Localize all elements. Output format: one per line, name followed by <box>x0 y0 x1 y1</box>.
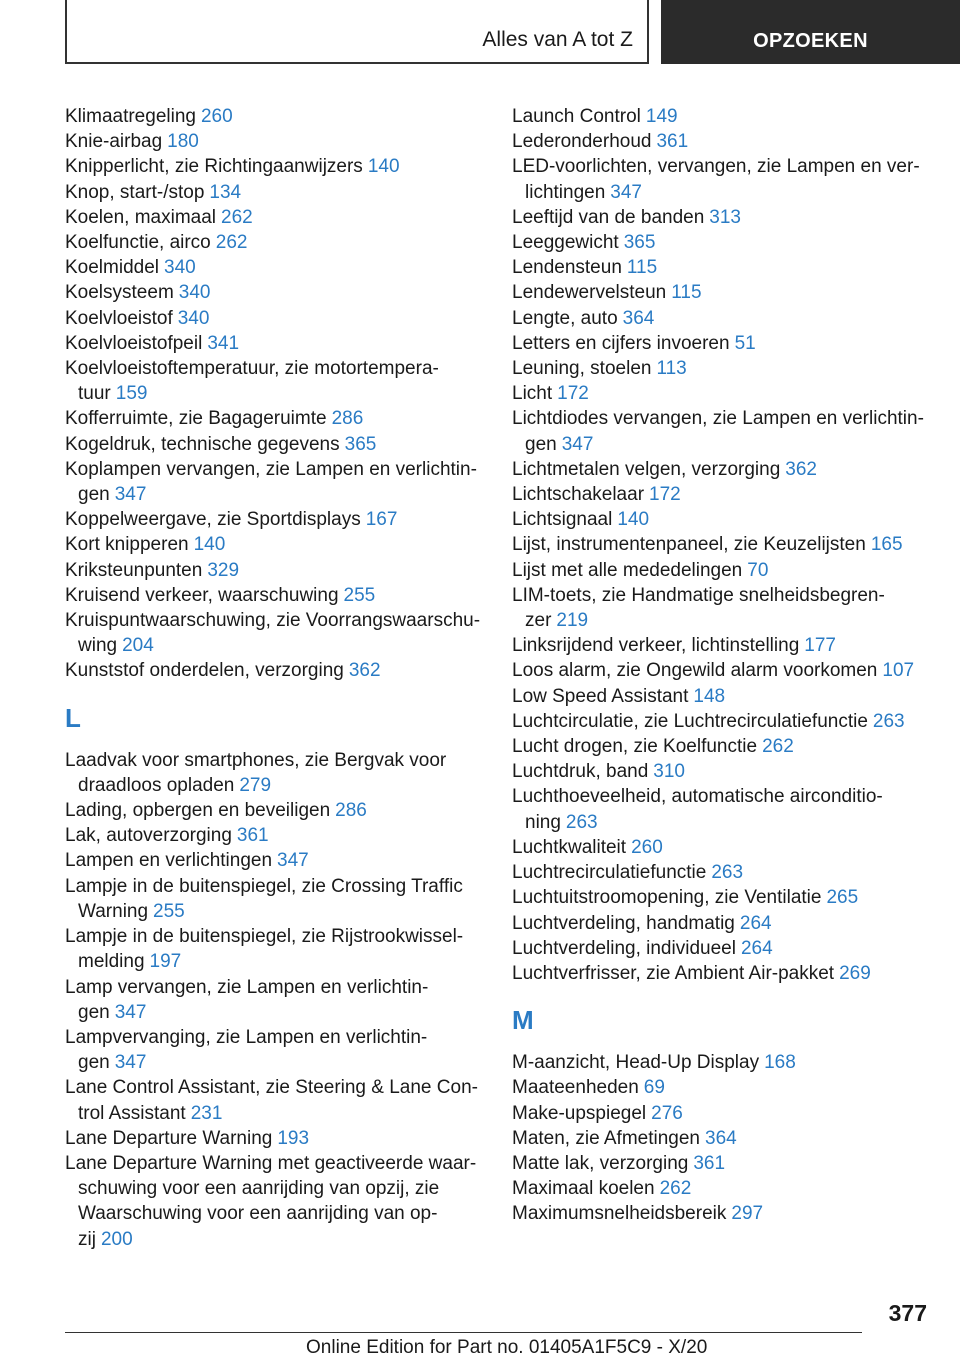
index-entry <box>512 356 932 381</box>
index-entry <box>512 1151 932 1176</box>
page-reference-link[interactable]: 276 <box>651 1102 683 1124</box>
index-entry-text: Koelvloeistoftemperatuur, zie motortempera‐ tuur <box>65 358 439 405</box>
index-entry <box>512 306 932 331</box>
page-reference-link[interactable]: 347 <box>114 1052 147 1074</box>
index-entry-text: Lijst, instrumentenpaneel, zie Keuzelijsten <box>512 534 866 556</box>
index-entry <box>65 532 485 557</box>
page-reference-link[interactable]: 340 <box>164 257 196 279</box>
index-entry-text: Lane Control Assistant, zie Steering & Lane Con‐ trol Assistant <box>65 1077 478 1124</box>
page-reference-link[interactable]: 200 <box>100 1228 133 1250</box>
page-reference-link[interactable]: 361 <box>236 825 269 847</box>
page-number: 377 <box>888 1300 927 1326</box>
index-entry-text: Kogeldruk, technische gegevens <box>65 433 340 455</box>
page-reference-link[interactable]: 193 <box>277 1127 310 1149</box>
index-entry <box>512 734 932 759</box>
footer-divider <box>65 1332 862 1333</box>
index-entry <box>65 975 485 1025</box>
page-reference-link[interactable]: 286 <box>335 800 367 822</box>
page-reference-link[interactable]: 265 <box>826 887 859 909</box>
page-reference-link[interactable]: 310 <box>653 761 685 783</box>
index-entry-text: Lane Departure Warning <box>65 1127 273 1149</box>
index-entry <box>65 823 485 848</box>
index-entry-text: Kort knipperen <box>65 534 189 556</box>
page-reference-link[interactable]: 347 <box>114 484 147 506</box>
index-entry-text: Luchtrecirculatiefunctie <box>512 862 707 884</box>
page-reference-link[interactable]: 260 <box>200 106 233 127</box>
page-reference-link[interactable]: 172 <box>649 484 681 506</box>
page-reference-link[interactable]: 347 <box>277 850 309 872</box>
index-entry-text: Luchtcirculatie, zie Luchtrecirculatiefunctie <box>512 710 868 732</box>
index-entry-text: Launch Control <box>512 106 641 127</box>
page-reference-link[interactable]: 263 <box>711 862 744 884</box>
index-entry <box>512 457 932 482</box>
index-entry <box>65 457 485 507</box>
index-entry-text: Lendewervelsteun <box>512 282 667 304</box>
page-reference-link[interactable]: 365 <box>344 433 377 455</box>
index-entry-text: Luchtdruk, band <box>512 761 649 783</box>
tab-opzoeken[interactable]: OPZOEKEN <box>661 0 960 64</box>
page-reference-link[interactable]: 197 <box>149 951 182 973</box>
index-entry-text: Maten, zie Afmetingen <box>512 1127 700 1149</box>
page-reference-link[interactable]: 167 <box>365 509 398 531</box>
page-reference-link[interactable]: 297 <box>731 1203 764 1225</box>
index-entry-text: Lampje in de buitenspiegel, zie Rijstrookwissel‐ melding <box>65 926 464 973</box>
index-entry-text: Lane Departure Warning met geactiveerde waar‐ schuwing voor een aanrijding van opzij, zie Waarschuwing voor een aanrijding van op‐ zij <box>65 1152 477 1250</box>
page-reference-link[interactable]: 365 <box>623 232 656 254</box>
page-reference-link[interactable]: 255 <box>343 584 376 606</box>
index-entry <box>65 306 485 331</box>
index-entry <box>512 936 932 961</box>
index-entry <box>512 1126 932 1151</box>
index-entry <box>512 583 932 633</box>
page-reference-link[interactable]: 148 <box>693 685 726 707</box>
index-entry <box>512 532 932 557</box>
index-entry-text: Lak, autoverzorging <box>65 825 232 847</box>
index-entry-text: Lucht drogen, zie Koelfunctie <box>512 736 758 758</box>
index-entry <box>65 104 485 129</box>
index-entry-text: Lichtdiodes vervangen, zie Lampen en verlichtin‐ gen <box>512 408 924 455</box>
index-entry <box>512 835 932 860</box>
page-reference-link[interactable]: 263 <box>872 710 905 732</box>
index-entry <box>512 104 932 129</box>
index-entry-text: Koelen, maximaal <box>65 206 217 228</box>
index-entry-text: Kriksteunpunten <box>65 559 203 581</box>
index-entry-text: Koelsysteem <box>65 282 174 304</box>
page-reference-link[interactable]: 286 <box>331 408 364 430</box>
index-column-right <box>512 104 932 1227</box>
index-entry <box>512 280 932 305</box>
index-entry-text: Letters en cijfers invoeren <box>512 332 730 354</box>
index-entry-text: Low Speed Assistant <box>512 685 689 707</box>
index-entry-text: LIM-toets, zie Handmatige snelheidsbegren‐ zer <box>512 584 885 632</box>
footer-edition-text: Online Edition for Part no. 01405A1F5C9 - X/20 <box>306 1337 708 1358</box>
index-entry-text: Koplampen vervangen, zie Lampen en verlichtin‐ gen <box>65 458 477 506</box>
index-entry-text: Leeftijd van de banden <box>512 206 705 228</box>
page-reference-link[interactable]: 219 <box>556 610 589 632</box>
index-entry-text: Luchthoeveelheid, automatische airconditio‐ ning <box>512 786 883 833</box>
index-entry-text: Lampje in de buitenspiegel, zie Crossing Traffic Warning <box>65 875 463 922</box>
page-reference-link[interactable]: 361 <box>693 1152 726 1174</box>
page-reference-link[interactable]: 260 <box>631 836 663 858</box>
page-reference-link[interactable]: 279 <box>239 774 272 796</box>
index-entry-text: Koppelweergave, zie Sportdisplays <box>65 509 361 531</box>
index-entry-text: Lederonderhoud <box>512 131 652 153</box>
index-entry-text: Kruispuntwaarschuwing, zie Voorrangswaarschu‐ wing <box>65 610 481 657</box>
index-entry-text: Loos alarm, zie Ongewild alarm voorkomen <box>512 660 878 682</box>
index-entry-text: Lichtsignaal <box>512 509 613 531</box>
index-entry <box>512 558 932 583</box>
index-entry <box>65 406 485 431</box>
page-reference-link[interactable]: 69 <box>643 1077 665 1099</box>
index-entry <box>512 381 932 406</box>
page-reference-link[interactable]: 340 <box>177 307 210 329</box>
index-entry <box>65 205 485 230</box>
section-title: Alles van A tot Z <box>482 28 633 51</box>
index-entry-text: Leeggewicht <box>512 232 619 254</box>
page-reference-link[interactable]: 347 <box>114 1001 147 1023</box>
index-entry <box>65 230 485 255</box>
index-entry-text: Lamp vervangen, zie Lampen en verlichtin‐ gen <box>65 976 429 1023</box>
index-entry <box>512 507 932 532</box>
index-entry-text: Make-upspiegel <box>512 1102 647 1124</box>
index-entry <box>512 1201 932 1226</box>
index-entry <box>65 583 485 608</box>
index-entry <box>65 255 485 280</box>
page-reference-link[interactable]: 165 <box>870 534 903 556</box>
index-entry-text: Luchtuitstroomopening, zie Ventilatie <box>512 887 822 909</box>
index-entry-text: Linksrijdend verkeer, lichtinstelling <box>512 635 800 657</box>
index-entry <box>512 759 932 784</box>
index-entry <box>512 230 932 255</box>
index-entry <box>512 684 932 709</box>
index-entry <box>512 784 932 834</box>
index-entry-text: Lengte, auto <box>512 307 618 329</box>
page-reference-link[interactable]: 168 <box>764 1052 796 1074</box>
index-entry <box>65 1075 485 1125</box>
index-entry <box>65 154 485 179</box>
index-entry <box>65 356 485 406</box>
index-entry <box>512 129 932 154</box>
index-entry <box>65 924 485 974</box>
index-entry-text: Maximumsnelheidsbereik <box>512 1203 727 1225</box>
index-entry <box>65 748 485 798</box>
index-entry <box>512 255 932 280</box>
index-entry-text: Licht <box>512 383 553 405</box>
index-entry-text: Kruisend verkeer, waarschuwing <box>65 584 339 606</box>
page-reference-link[interactable]: 262 <box>659 1178 692 1200</box>
index-entry-text: Luchtverdeling, handmatig <box>512 912 735 934</box>
index-entry-text: Knie-airbag <box>65 131 163 153</box>
index-entry <box>512 633 932 658</box>
index-entry <box>65 1025 485 1075</box>
page-reference-link[interactable]: 70 <box>747 559 769 581</box>
index-entry <box>65 798 485 823</box>
index-entry <box>65 608 485 658</box>
index-entry <box>65 1126 485 1151</box>
page-reference-link[interactable]: 340 <box>178 282 211 304</box>
index-entry <box>65 658 485 683</box>
index-entry-text: Klimaatregeling <box>65 106 196 127</box>
page-reference-link[interactable]: 329 <box>207 559 240 581</box>
index-entry <box>512 1050 932 1075</box>
index-entry <box>65 331 485 356</box>
index-entry <box>65 1151 485 1252</box>
index-entry <box>65 507 485 532</box>
page-reference-link[interactable]: 262 <box>221 206 253 228</box>
index-entry-text: Leuning, stoelen <box>512 358 652 380</box>
index-entry-text: Lampvervanging, zie Lampen en verlichtin‐ gen <box>65 1026 428 1074</box>
index-entry <box>512 709 932 734</box>
page-reference-link[interactable]: 140 <box>193 534 226 556</box>
index-entry-text: Matte lak, verzorging <box>512 1152 689 1174</box>
index-entry-text: Koelvloeistofpeil <box>65 332 203 354</box>
index-entry <box>512 658 932 683</box>
index-entry-text: Lichtmetalen velgen, verzorging <box>512 458 781 480</box>
index-entry-text: Luchtkwaliteit <box>512 836 627 858</box>
index-entry <box>512 1101 932 1126</box>
index-letter-heading: L <box>65 702 81 733</box>
page-reference-link[interactable]: 263 <box>565 811 598 833</box>
index-entry <box>512 961 932 986</box>
index-entry-text: Laadvak voor smartphones, zie Bergvak voor draadloos opladen <box>65 749 447 796</box>
index-entry <box>512 482 932 507</box>
page-reference-link[interactable]: 177 <box>804 635 836 657</box>
page-reference-link[interactable]: 172 <box>557 383 589 405</box>
index-entry-text: Luchtverdeling, individueel <box>512 937 736 959</box>
index-entry-text: Koelvloeistof <box>65 307 173 329</box>
page-reference-link[interactable]: 262 <box>762 736 794 758</box>
index-entry-text: Luchtverfrisser, zie Ambient Air-pakket <box>512 962 835 984</box>
page-reference-link[interactable]: 231 <box>190 1102 223 1124</box>
index-entry-text: LED-voorlichten, vervangen, zie Lampen en ver‐ lichtingen <box>512 156 920 203</box>
index-column-left <box>65 104 485 1252</box>
index-entry <box>65 280 485 305</box>
page-reference-link[interactable]: 255 <box>153 900 185 922</box>
index-entry-text: Lendensteun <box>512 257 622 279</box>
index-entry <box>512 911 932 936</box>
index-entry-text: Knipperlicht, zie Richtingaanwijzers <box>65 156 363 178</box>
index-entry <box>512 154 932 204</box>
index-entry-text: Koelfunctie, airco <box>65 232 211 254</box>
page-reference-link[interactable]: 364 <box>705 1127 737 1149</box>
index-entry <box>512 331 932 356</box>
page-reference-link[interactable]: 115 <box>671 282 702 304</box>
page-reference-link[interactable]: 264 <box>739 912 772 934</box>
index-entry <box>512 860 932 885</box>
page-reference-link[interactable]: 180 <box>167 131 199 153</box>
page-reference-link[interactable]: 159 <box>115 383 148 405</box>
page-reference-link[interactable]: 140 <box>367 156 400 178</box>
page-reference-link[interactable]: 269 <box>839 962 871 984</box>
index-entry-text: M-aanzicht, Head-Up Display <box>512 1052 760 1074</box>
index-entry <box>65 180 485 205</box>
page-reference-link[interactable]: 341 <box>207 332 240 354</box>
index-entry-text: Knop, start-/stop <box>65 181 205 203</box>
index-entry <box>512 1075 932 1100</box>
index-entry-text: Lichtschakelaar <box>512 484 645 506</box>
page-reference-link[interactable]: 107 <box>882 660 915 682</box>
index-entry-text: Kunststof onderdelen, verzorging <box>65 660 344 682</box>
index-entry <box>65 432 485 457</box>
index-entry <box>512 1176 932 1201</box>
page-reference-link[interactable]: 313 <box>709 206 741 228</box>
page-reference-link[interactable]: 134 <box>209 181 242 203</box>
page-reference-link[interactable]: 51 <box>734 332 756 354</box>
page-header <box>65 0 960 64</box>
index-entry-text: Kofferruimte, zie Bagageruimte <box>65 408 327 430</box>
index-entry <box>65 558 485 583</box>
index-entry <box>65 129 485 154</box>
index-entry <box>512 406 932 456</box>
page-reference-link[interactable]: 347 <box>610 181 642 203</box>
index-entry-text: Maximaal koelen <box>512 1178 655 1200</box>
index-entry <box>512 205 932 230</box>
page-reference-link[interactable]: 362 <box>348 660 381 682</box>
page-reference-link[interactable]: 204 <box>122 635 154 657</box>
page-reference-link[interactable]: 115 <box>626 257 658 279</box>
index-entry-text: Lading, opbergen en beveiligen <box>65 800 331 822</box>
index-entry-text: Koelmiddel <box>65 257 159 279</box>
index-entry-text: Lijst met alle mededelingen <box>512 559 743 581</box>
index-entry-text: Maateenheden <box>512 1077 639 1099</box>
index-letter-heading: M <box>512 1005 534 1036</box>
index-entry <box>65 874 485 924</box>
page-reference-link[interactable]: 362 <box>785 458 817 480</box>
page-reference-link[interactable]: 347 <box>561 433 594 455</box>
page-reference-link[interactable]: 264 <box>740 937 773 959</box>
section-title-box <box>65 0 649 64</box>
page-reference-link[interactable]: 262 <box>215 232 248 254</box>
page-reference-link[interactable]: 140 <box>617 509 650 531</box>
index-entry <box>65 848 485 873</box>
page-reference-link[interactable]: 113 <box>656 358 687 380</box>
page-reference-link[interactable]: 361 <box>656 131 689 153</box>
page-reference-link[interactable]: 149 <box>645 106 678 127</box>
index-entry-text: Lampen en verlichtingen <box>65 850 273 872</box>
page-reference-link[interactable]: 364 <box>622 307 655 329</box>
index-entry <box>512 885 932 910</box>
